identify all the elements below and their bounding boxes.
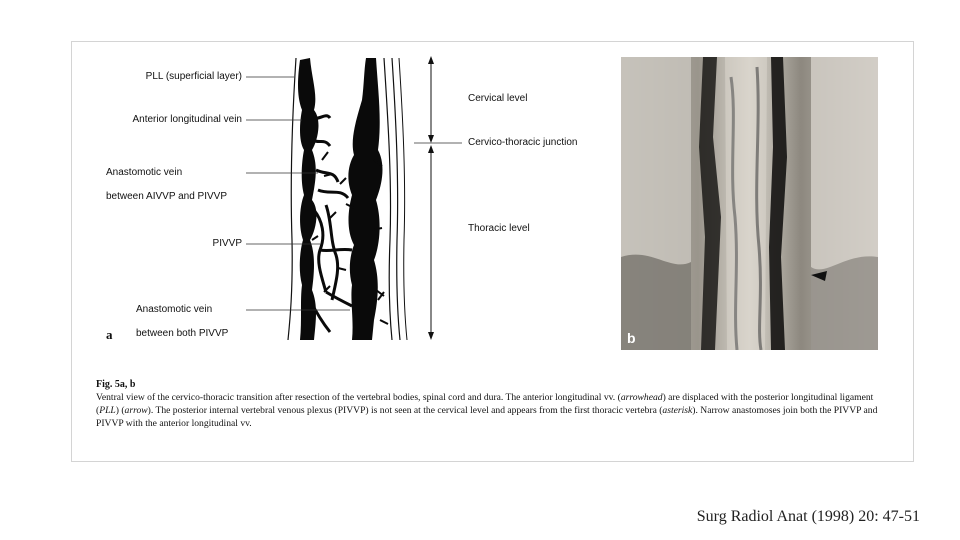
label-anastomotic-vein-2-line1: Anastomotic vein [136,304,213,315]
label-cervical-level: Cervical level [468,93,528,104]
source-citation: Surg Radiol Anat (1998) 20: 47-51 [696,508,920,525]
caption-text-2: ) are displaced with the posterior longitudinal ligament ( [96,392,874,416]
pll-outline-right-b [392,58,400,340]
plexus-strands [310,116,352,332]
panel-b-label: b [627,330,636,346]
label-anterior-longitudinal-vein: Anterior longitudinal vein [132,114,242,125]
label-anastomotic-vein-2-line2: between both PIVVP [136,328,229,339]
arrow-head-bottom [428,332,434,340]
pivvp-vein-shape [348,58,382,340]
label-anastomotic-vein-1-line1: Anastomotic vein [106,167,183,178]
pll-outline-right-c [399,58,407,340]
caption-text-1: Ventral view of the cervico-thoracic transition after resection of the vertebral bodies, spinal cord and dura. The anterior longitudinal vv. ( [96,392,621,403]
label-thoracic-level: Thoracic level [468,223,530,234]
caption-em-arrow: arrow [124,405,148,416]
label-pivvp: PIVVP [212,238,242,249]
caption-text-5: ). Narrow anastomoses join both the PIVVP and PIVVP with the anterior longitudinal vv. [96,405,878,429]
label-anastomotic-vein-2 [136,292,246,352]
label-cervico-thoracic-junction: Cervico-thoracic junction [468,137,578,148]
dissection-photograph [621,57,878,350]
caption-em-asterisk: asterisk [662,405,693,416]
caption-text-3: ) ( [115,405,125,416]
pll-outline-left [288,58,296,340]
anterior-longitudinal-vein-shape [298,58,318,340]
caption-em-pll: PLL [99,405,116,416]
arrow-head-top [428,56,434,64]
caption-text-4: ). The posterior internal vertebral venous plexus (PIVVP) is not seen at the cervical level and appears from the first thoracic vertebra ( [147,405,663,416]
caption-em-arrowhead: arrowhead [620,392,663,403]
label-pll: PLL (superficial layer) [145,71,242,82]
panel-a-label: a [106,327,113,342]
arrow-head-mid-down [428,145,434,153]
label-anastomotic-vein-1 [106,155,246,215]
label-anastomotic-vein-1-line2: between AIVVP and PIVVP [106,191,228,202]
arrow-head-mid-up [428,135,434,143]
pll-outline-right-a [384,58,392,340]
caption-title: Fig. 5a, b [96,379,136,390]
figure-caption [96,378,896,430]
